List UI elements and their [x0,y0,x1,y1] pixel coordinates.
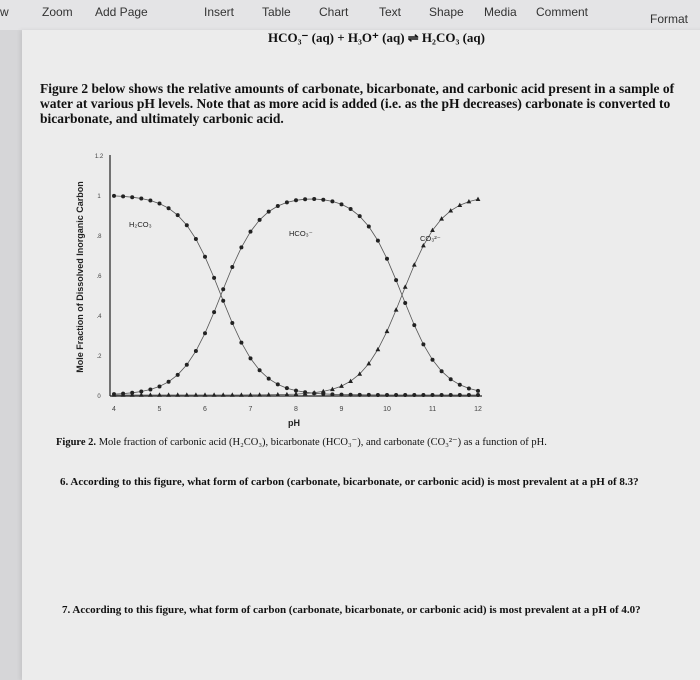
data-point-h2co3 [403,393,407,397]
toolbar-shape[interactable]: Shape [429,5,464,19]
data-point-h2co3 [130,195,134,199]
data-point-co3 [184,392,189,396]
data-point-h2co3 [158,202,162,206]
data-point-hco3 [431,358,435,362]
data-point-h2co3 [421,393,425,397]
toolbar-insert[interactable]: Insert [204,5,235,19]
data-point-hco3 [285,200,289,204]
series-label-hco3: HCO₃⁻ [289,229,313,238]
data-point-co3 [412,262,417,266]
data-point-h2co3 [385,393,389,397]
data-point-h2co3 [467,393,471,397]
question-7: 7. According to this figure, what form of carbon (carbonate, bicarbonate, or carbonic acid) is most prevalent at a pH of 4.0? [62,604,641,616]
x-tick-label: 8 [294,406,298,413]
y-tick-label: .4 [96,314,102,320]
data-point-co3 [394,307,399,311]
data-point-hco3 [167,380,171,384]
y-tick-label: .2 [96,354,102,360]
y-axis-label: Mole Fraction of Dissolved Inorganic Carbon [75,181,85,373]
data-point-h2co3 [203,255,207,259]
data-point-h2co3 [139,196,143,200]
caption-label: Figure 2. [56,437,97,448]
series-line-h2co3 [114,196,478,395]
data-point-h2co3 [258,368,262,372]
data-point-hco3 [458,383,462,387]
y-tick-label: 0 [97,394,101,400]
caption-text: Mole fraction of carbonic acid (H₂CO₃), bicarbonate (HCO₃⁻), and carbonate (CO₃²⁻) as a function of pH. [96,437,547,448]
data-point-h2co3 [276,382,280,386]
y-tick-label: .8 [96,234,102,240]
toolbar-comment[interactable]: Comment [536,5,589,19]
data-point-h2co3 [267,377,271,381]
data-point-hco3 [194,349,198,353]
x-tick-label: 9 [339,406,344,413]
data-point-hco3 [303,197,307,201]
data-point-co3 [157,392,162,396]
equation: HCO₃⁻ (aq) + H₃O⁺ (aq) ⇌ H₂CO₃ (aq) [268,30,485,45]
data-point-hco3 [212,310,216,314]
data-point-co3 [139,392,144,396]
data-point-hco3 [385,257,389,261]
data-point-h2co3 [358,393,362,397]
data-point-co3 [175,392,180,396]
data-point-hco3 [158,384,162,388]
data-point-h2co3 [148,198,152,202]
data-point-co3 [166,392,171,396]
question-6: 6. According to this figure, what form of carbon (carbonate, bicarbonate, or carbonic acid) is most prevalent at a pH of 8.3? [60,476,639,488]
data-point-co3 [403,284,408,288]
data-point-h2co3 [194,237,198,241]
data-point-hco3 [440,369,444,373]
data-point-h2co3 [221,299,225,303]
y-tick-label: .6 [96,274,102,280]
data-point-co3 [148,392,153,396]
data-point-h2co3 [449,393,453,397]
data-point-co3 [203,392,208,396]
toolbar-media[interactable]: Media [484,5,517,19]
data-point-h2co3 [239,341,243,345]
data-point-hco3 [449,377,453,381]
x-tick-label: 10 [383,406,391,413]
data-point-hco3 [276,204,280,208]
data-point-co3 [239,392,244,396]
toolbar-text[interactable]: Text [379,5,402,19]
data-point-co3 [376,347,381,351]
x-tick-label: 4 [112,406,116,413]
data-point-co3 [385,329,390,333]
x-tick-label: 5 [157,406,162,413]
series-label-co3: CO₃²⁻ [420,234,441,243]
data-point-h2co3 [285,386,289,390]
data-point-h2co3 [230,321,234,325]
data-point-h2co3 [121,194,125,198]
data-point-co3 [339,383,344,387]
data-point-hco3 [394,278,398,282]
data-point-co3 [230,392,235,396]
data-point-hco3 [340,202,344,206]
data-point-h2co3 [458,393,462,397]
x-tick-label: 6 [203,406,207,413]
data-point-co3 [348,379,353,383]
y-tick-label: 1.2 [94,154,104,160]
data-point-hco3 [221,287,225,291]
toolbar-add-page[interactable]: Add Page [95,5,148,19]
data-point-hco3 [403,301,407,305]
data-point-hco3 [185,363,189,367]
series-label-h2co3: H₂CO₃ [129,220,152,229]
x-tick-label: 7 [248,406,253,413]
data-point-hco3 [349,207,353,211]
toolbar-view[interactable]: w [0,5,9,19]
data-point-hco3 [330,199,334,203]
toolbar-format[interactable]: Format [650,12,689,26]
data-point-hco3 [176,373,180,377]
data-point-hco3 [321,198,325,202]
toolbar-chart[interactable]: Chart [319,5,349,19]
data-point-co3 [257,392,262,396]
data-point-hco3 [312,197,316,201]
data-point-h2co3 [376,393,380,397]
data-point-h2co3 [367,393,371,397]
data-point-co3 [221,392,226,396]
data-point-hco3 [239,245,243,249]
figure-caption [56,436,547,448]
data-point-hco3 [358,214,362,218]
data-point-co3 [212,392,217,396]
x-tick-label: 12 [474,406,482,413]
data-point-h2co3 [112,194,116,198]
data-point-co3 [476,197,481,201]
data-point-h2co3 [431,393,435,397]
data-point-hco3 [376,239,380,243]
toolbar-zoom[interactable]: Zoom [42,5,73,19]
data-point-hco3 [294,198,298,202]
data-point-h2co3 [394,393,398,397]
data-point-h2co3 [249,356,253,360]
data-point-hco3 [203,331,207,335]
x-axis-label: pH [288,418,300,428]
data-point-hco3 [421,342,425,346]
data-point-h2co3 [212,276,216,280]
data-point-hco3 [476,389,480,393]
data-point-hco3 [230,265,234,269]
data-point-h2co3 [349,393,353,397]
data-point-co3 [194,392,199,396]
data-point-h2co3 [185,223,189,227]
data-point-hco3 [249,230,253,234]
data-point-hco3 [367,224,371,228]
x-tick-label: 11 [428,406,437,413]
y-tick-label: 1 [97,194,101,200]
data-point-hco3 [258,218,262,222]
intro-paragraph: Figure 2 below shows the relative amounts of carbonate, bicarbonate, and carbonic acid present in a sample of water at various pH levels. Note that as more acid is added (i.e. as the pH decreases) carbonate is converted to bicarbonate, and ultimately carbonic acid. [40,81,675,126]
toolbar-table[interactable]: Table [262,5,291,19]
data-point-co3 [448,208,453,212]
data-point-h2co3 [476,393,480,397]
data-point-hco3 [412,323,416,327]
data-point-h2co3 [176,213,180,217]
data-point-h2co3 [440,393,444,397]
data-point-h2co3 [412,393,416,397]
data-point-h2co3 [330,392,334,396]
data-point-co3 [421,243,426,247]
data-point-h2co3 [167,206,171,210]
data-point-hco3 [267,210,271,214]
data-point-hco3 [467,386,471,390]
data-point-h2co3 [340,393,344,397]
data-point-hco3 [148,388,152,392]
